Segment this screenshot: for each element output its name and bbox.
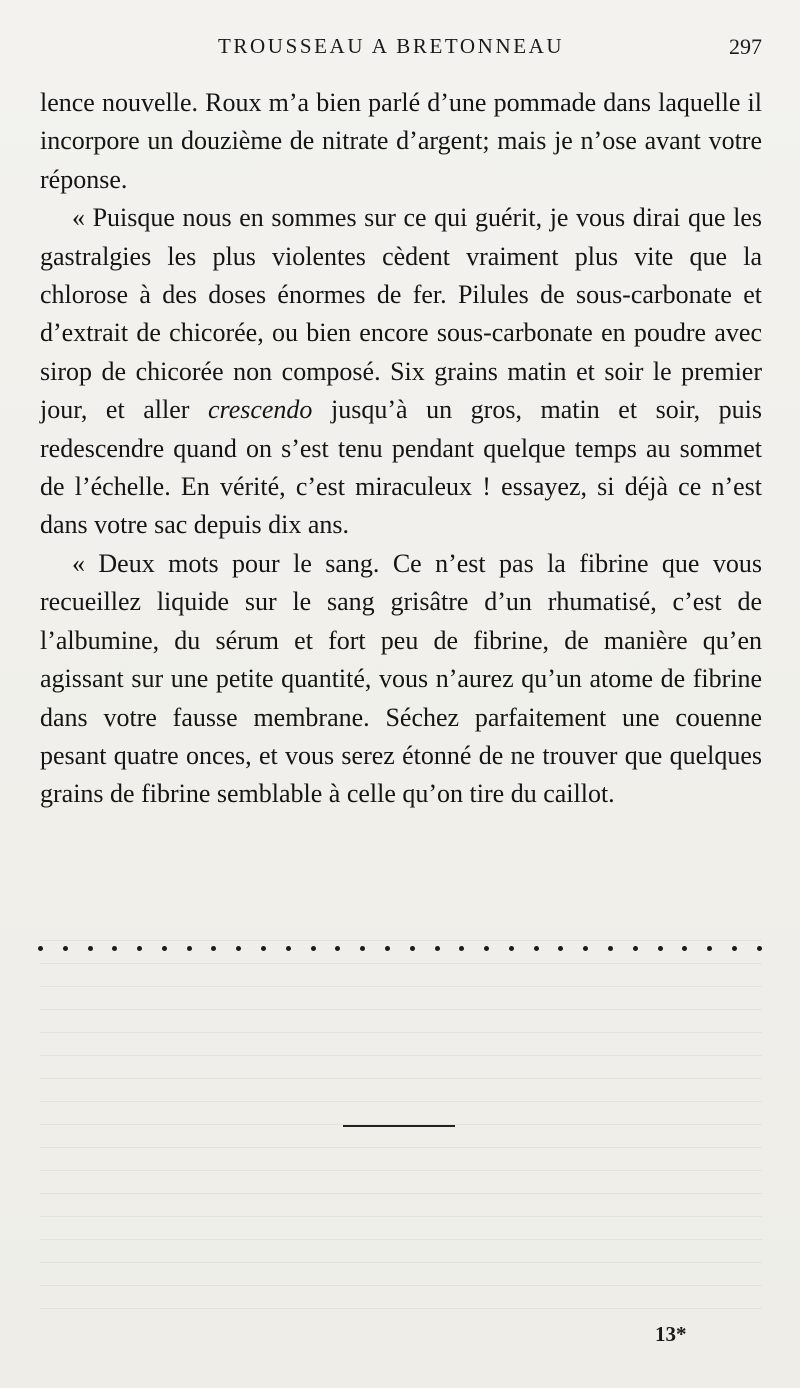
dot	[633, 946, 638, 951]
show-through-texture	[40, 940, 762, 1320]
dot	[137, 946, 142, 951]
dot	[459, 946, 464, 951]
dot	[162, 946, 167, 951]
dot	[88, 946, 93, 951]
signature-mark: 13*	[655, 1322, 687, 1346]
dot	[360, 946, 365, 951]
paragraph-2-part-b: jusqu’à un gros, matin et soir, puis redescendre quand on s’est tenu pendant quelque temps au sommet de l’échelle. En vérité, c’est miraculeux ! essayez, si déjà ce n’est dans votre sac depuis dix ans.	[40, 395, 762, 540]
dot	[112, 946, 117, 951]
dot	[63, 946, 68, 951]
dot	[435, 946, 440, 951]
dot	[261, 946, 266, 951]
paragraph-1: lence nouvelle. Roux m’a bien parlé d’une pommade dans laquelle il incorpore un douzième de nitrate d’argent; mais je n’ose avant votre réponse.	[40, 88, 762, 194]
dot	[608, 946, 613, 951]
dot	[187, 946, 192, 951]
dot	[286, 946, 291, 951]
dot	[211, 946, 216, 951]
dot	[38, 946, 43, 951]
paragraph-2	[40, 199, 762, 545]
page-number: 297	[729, 34, 762, 59]
dot	[534, 946, 539, 951]
ellipsis-dot-row	[38, 946, 762, 951]
dot	[658, 946, 663, 951]
dot	[509, 946, 514, 951]
dot	[335, 946, 340, 951]
paragraph-2-part-a: « Puisque nous en sommes sur ce qui guérit, je vous dirai que les gastralgies les plus violentes cèdent vraiment plus vite que la chlorose à des doses énormes de fer. Pilules de sous-carbonate et d’extrait de chicorée, ou bien encore sous-carbonate en poudre avec sirop de chicorée non composé. Six grains matin et soir le premier jour, et aller	[40, 203, 762, 425]
dot	[583, 946, 588, 951]
dot	[410, 946, 415, 951]
dot	[484, 946, 489, 951]
dot	[682, 946, 687, 951]
dot	[311, 946, 316, 951]
section-rule	[343, 1125, 455, 1127]
dot	[558, 946, 563, 951]
dot	[757, 946, 762, 951]
running-head: TROUSSEAU A BRETONNEAU	[218, 34, 565, 58]
dot	[732, 946, 737, 951]
italic-word: crescendo	[208, 395, 313, 425]
dot	[707, 946, 712, 951]
dot	[385, 946, 390, 951]
paragraph-3: « Deux mots pour le sang. Ce n’est pas la fibrine que vous recueillez liquide sur le sang grisâtre d’un rhumatisé, c’est de l’albumine, du sérum et fort peu de fibrine, de manière qu’en agissant sur une petite quantité, vous n’aurez qu’un atome de fibrine dans votre fausse membrane. Séchez parfaitement une couenne pesant quatre onces, et vous serez étonné de ne trouver que quelques grains de fibrine semblable à celle qu’on tire du caillot.	[40, 548, 762, 809]
letter-text	[40, 84, 762, 814]
dot	[236, 946, 241, 951]
